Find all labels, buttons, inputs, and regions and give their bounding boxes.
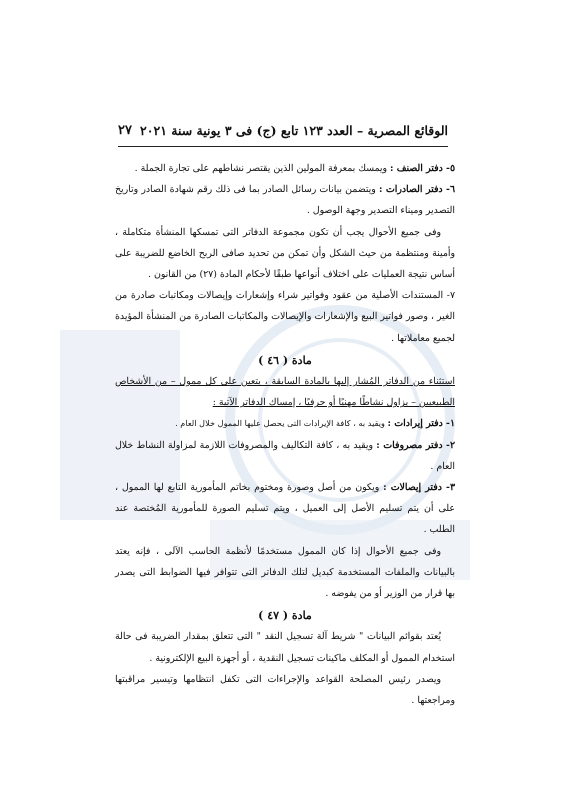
general-paragraph: وفى جميع الأحوال يجب أن تكون مجموعة الدفاتر التى تمسكها المنشأة متكاملة ، وأمينة ومنتظمة من حيث الشكل وأن تمكن من تحديد صافى الربح الخاضع للضريبة على أساس نتيجة العمليات على اختلاف أنواعها طبقًا لأحكام المادة (٢٧) من القانون . <box>115 226 455 281</box>
header-divider <box>118 146 448 147</box>
article-46-general-paragraph: وفى جميع الأحوال إذا كان الممول مستخدمًا لأنظمة الحاسب الآلى ، فإنه يعتد بالبيانات والملفات المستخدمة كبديل لتلك الدفاتر التى تتوافر فيها الضوابط التى يصدر بها قرار من الوزير أو من يفوضه . <box>115 545 455 600</box>
page-header <box>118 123 448 138</box>
article-46-intro: استثناء من الدفاتر المُشار إليها بالمادة السابقة ، يتعين على كل ممول – من الأشخاص الطبيعيين – يزاول نشاطًا مهنيًا أو حرفيًا ، إمساك الدفاتر الآتية : <box>115 376 455 409</box>
item-6 <box>115 179 455 221</box>
article-46-item-3-label: ٣- دفتر إيصالات : <box>383 482 455 494</box>
article-46-title: مادة ( ٤٦ ) <box>258 353 312 367</box>
article-46-item-2-text: ويقيد به ، كافة التكاليف والمصروفات اللازمة لمزاولة النشاط خلال العام . <box>115 439 455 472</box>
article-46-item-2-label: ٢- دفتر مصروفات : <box>376 439 455 451</box>
item-6-label: ٦- دفتر الصادرات : <box>379 184 455 196</box>
item-5-label: ٥- دفتر الصنف : <box>390 163 455 174</box>
article-47-title: مادة ( ٤٧ ) <box>258 609 312 623</box>
item-5 <box>115 158 455 179</box>
article-46-item-3 <box>115 477 455 541</box>
article-46-item-3-text: ويكون من أصل وصورة ومختوم بخاتم المأمورية التابع لها الممول ، على أن يتم تسليم الأصل إلى العميل ، ويتم تسليم الصورة للمأمورية المُختصة عند الطلب . <box>115 482 455 536</box>
article-47-paragraph-2: ويصدر رئيس المصلحة القواعد والإجراءات التى تكفل انتظامها وتيسير مراقبتها ومراجعتها . <box>115 673 455 707</box>
article-47-paragraph-1: يُعتد بقوائم البيانات " شريط آلة تسجيل النقد " التى تتعلق بمقدار الضريبة فى حالة استخدام الممول أو المكلف ماكينات تسجيل النقدية ، أو أجهزة البيع الإلكترونية . <box>115 631 455 664</box>
item-5-text: ويمسك بمعرفة المولين الذين يقتصر نشاطهم على تجارة الجملة . <box>134 163 391 174</box>
article-46-item-1-label: ١- دفتر إيرادات : <box>387 418 455 430</box>
article-46-item-1-text: ويقيد به ، كافة الإيرادات التى يحصل عليها الممول خلال العام . <box>175 418 388 429</box>
article-46-item-2 <box>115 435 455 477</box>
header-title: الوقائع المصرية – العدد ١٢٣ تابع (ج) فى ٣ يونية سنة ٢٠٢١ <box>140 123 448 138</box>
article-46-item-1 <box>115 413 455 434</box>
page-number: ٢٧ <box>118 123 132 138</box>
item-6-text: ويتضمن بيانات رسائل الصادر بما فى ذلك رقم شهادة الصادر وتاريخ التصدير وميناء التصدير وجهة الوصول . <box>115 184 455 217</box>
item-7: ٧- المستندات الأصلية من عقود وفواتير شراء وإشعارات وإيصالات ومكاتبات صادرة من الغير ، وصور فواتير البيع والإشعارات والإيصالات والمكاتبات الصادرة من المنشأة المؤيدة لجميع معاملاتها . <box>115 290 455 344</box>
document-body <box>115 158 455 711</box>
